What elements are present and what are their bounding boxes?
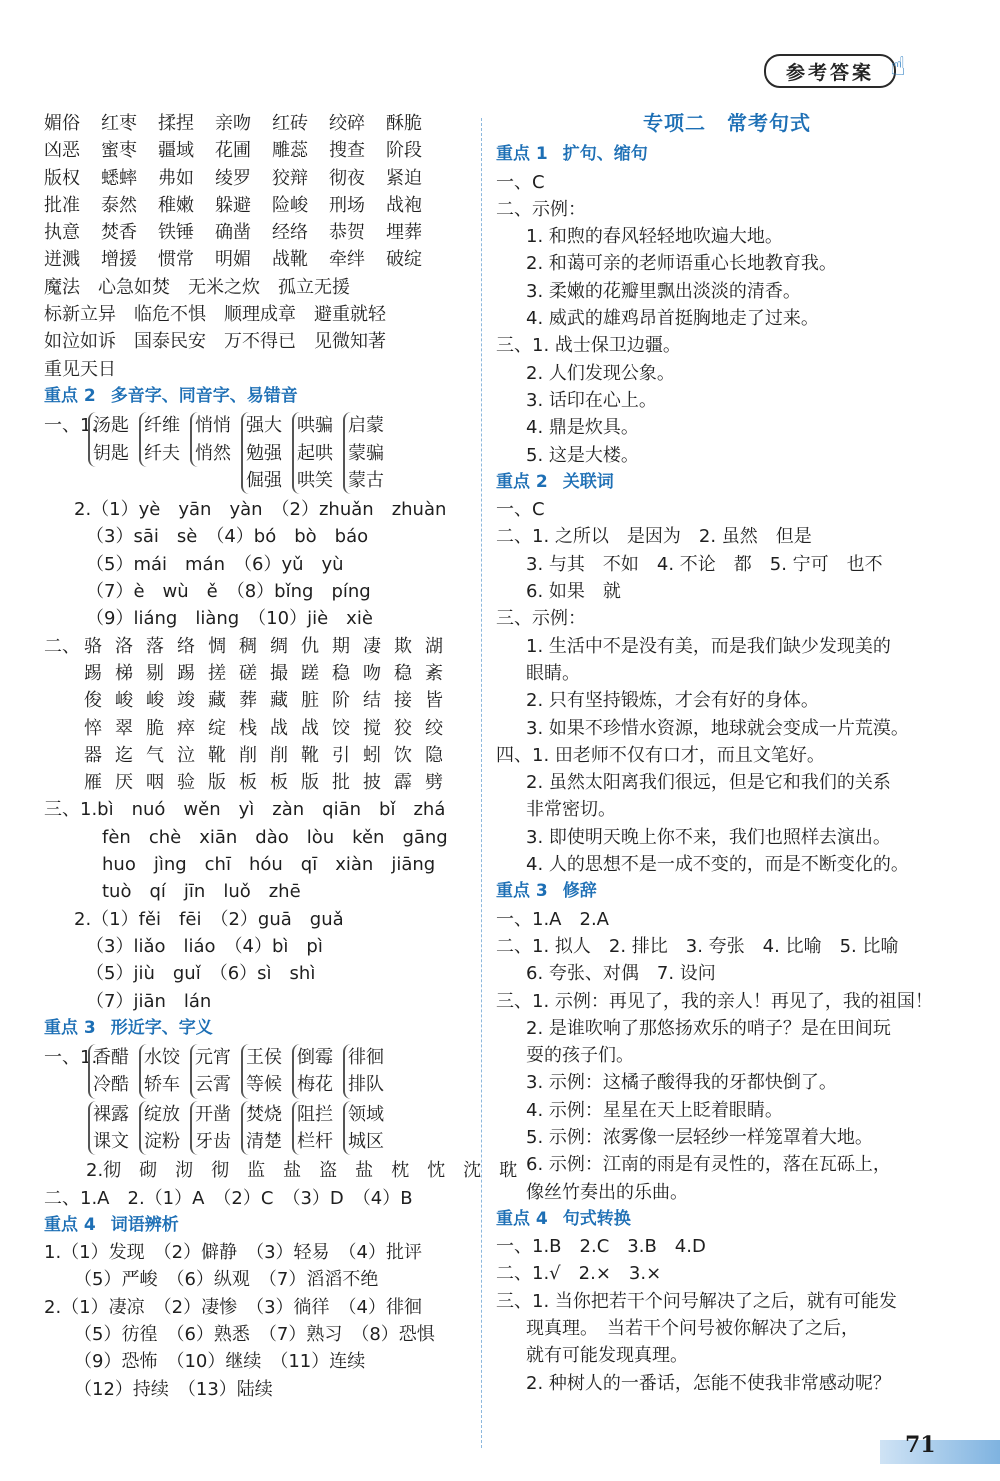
char-cell: 踢 xyxy=(177,662,195,684)
bracket-word: 开凿 xyxy=(195,1103,231,1125)
char-cell: 战 xyxy=(301,717,319,739)
word-cell: 蟋蟀 xyxy=(101,167,137,189)
word-cell: 绫罗 xyxy=(215,167,251,189)
char-cell: 战 xyxy=(270,717,288,739)
pinyin-line: huo jìng chī hóu qī xiàn jiāng xyxy=(102,854,436,876)
bracket-word: 倒霉 xyxy=(297,1047,333,1069)
answer-line: （5）严峻 （6）纵观 （7）滔滔不绝 xyxy=(74,1269,379,1291)
word-cell: 彻夜 xyxy=(329,167,365,189)
bracket-group xyxy=(343,1101,384,1156)
word-cell: 酥脆 xyxy=(386,113,422,134)
char-cell: 洛 xyxy=(115,635,133,657)
word-cell: 批准 xyxy=(44,194,80,216)
word-cell: 明媚 xyxy=(215,249,251,271)
answer-line: 3. 与其 不如 4. 不论 都 5. 宁可 也不 xyxy=(526,553,883,575)
bracket-word: 蒙骗 xyxy=(348,442,384,464)
bracket-word: 云霄 xyxy=(195,1074,231,1096)
char-cell: 绞 xyxy=(425,717,443,739)
bracket-word: 水饺 xyxy=(144,1047,180,1069)
char-cell: 验 xyxy=(177,772,195,794)
char-cell: 仇 xyxy=(301,635,319,657)
bracket-group xyxy=(292,1101,333,1156)
bracket-word: 哄笑 xyxy=(297,469,333,491)
word-cell: 泰然 xyxy=(101,194,137,216)
pinyin-line: tuò qí jīn luǒ zhē xyxy=(102,881,301,903)
word-cell: 凶恶 xyxy=(44,140,80,162)
word-cell: 阶段 xyxy=(386,140,422,162)
word-cell: 疆域 xyxy=(158,140,194,162)
char-cell: 雁 xyxy=(84,772,102,794)
char-cell: 踢 xyxy=(84,662,102,684)
bracket-word: 等候 xyxy=(246,1074,282,1096)
bracket-groups-row xyxy=(44,1044,469,1099)
char-cell: 霹 xyxy=(394,772,412,794)
answer-line: 一、C xyxy=(496,171,545,193)
word-cell: 惯常 xyxy=(158,249,194,271)
char-cell: 紊 xyxy=(425,662,443,684)
char-cell: 稳 xyxy=(394,662,412,684)
word-cell: 花圃 xyxy=(215,140,251,162)
word-cell: 搜查 xyxy=(329,140,365,162)
pinyin-line: （7）è wù ě （8）bǐng píng xyxy=(86,581,371,603)
section-heading xyxy=(44,383,469,410)
char-cell: 削 xyxy=(270,744,288,766)
word-cell: 险峻 xyxy=(272,194,308,216)
char-cell: 骆 xyxy=(84,635,102,657)
heading-title: 形近字、字义 xyxy=(110,1017,213,1038)
char-cell: 络 xyxy=(177,635,195,657)
answer-list xyxy=(496,496,958,878)
char-cell: 落 xyxy=(146,635,164,657)
bracket-word: 梅花 xyxy=(297,1074,333,1096)
bracket-groups-row xyxy=(44,412,469,494)
char-cell: 靴 xyxy=(301,744,319,766)
word-cell: 破绽 xyxy=(386,249,422,271)
bracket-word: 王侯 xyxy=(246,1047,282,1069)
char-cell: 引 xyxy=(332,744,350,766)
char-cell: 峻 xyxy=(115,690,133,712)
word-cell: 迸溅 xyxy=(44,249,80,271)
bracket-word: 香醋 xyxy=(93,1047,129,1069)
char-cell: 厌 xyxy=(115,772,133,794)
char-cell: 瘁 xyxy=(177,717,195,739)
char-cell: 悴 xyxy=(84,717,102,739)
bracket-word: 城区 xyxy=(348,1130,384,1152)
bracket-group xyxy=(343,412,384,494)
pinyin-list xyxy=(44,496,469,632)
char-cell: 竣 xyxy=(177,690,195,712)
char-cell: 稠 xyxy=(239,635,257,657)
right-column xyxy=(496,110,958,1397)
answer-line: 耍的孩子们。 xyxy=(526,1045,634,1067)
char-cell: 藏 xyxy=(208,690,226,712)
bracket-group xyxy=(241,1101,282,1156)
char-cell: 磋 xyxy=(239,662,257,684)
answer-list xyxy=(496,906,958,1206)
char-cell: 器 xyxy=(84,744,102,766)
answer-line: 4. 威武的雄鸡昂首挺胸地走了过来。 xyxy=(526,308,819,330)
bracket-group xyxy=(190,412,231,467)
bracket-word: 纤维 xyxy=(144,415,180,437)
char-cell: 葬 xyxy=(239,690,257,712)
answer-line: 4. 鼎是炊具。 xyxy=(526,417,639,439)
answer-list xyxy=(496,169,958,469)
bracket-word: 绽放 xyxy=(144,1103,180,1125)
section-heading xyxy=(44,1212,469,1239)
column-divider xyxy=(481,118,482,1448)
word-cell: 雕蕊 xyxy=(272,140,308,162)
word-cell: 牵绊 xyxy=(329,249,365,271)
answer-line: 一、1.A 2.A xyxy=(496,908,609,930)
char-cell: 批 xyxy=(332,772,350,794)
word-cell: 恭贺 xyxy=(329,222,365,244)
bracket-word: 淀粉 xyxy=(144,1130,180,1152)
char-cell: 撮 xyxy=(270,662,288,684)
heading-label: 重点 2 xyxy=(44,385,96,406)
bracket-group xyxy=(190,1044,231,1099)
word-analysis-list xyxy=(44,1239,469,1403)
bracket-word: 起哄 xyxy=(297,442,333,464)
bracket-word: 强大 xyxy=(246,415,282,437)
pinyin-line: （5）mái mán （6）yǔ yù xyxy=(86,553,344,575)
word-cell: 刑场 xyxy=(329,194,365,216)
char-cell: 蹉 xyxy=(301,662,319,684)
char-cell: 剔 xyxy=(146,662,164,684)
answer-line: 4. 示例：星星在天上眨着眼睛。 xyxy=(526,1099,783,1121)
bracket-word: 元宵 xyxy=(195,1047,231,1069)
bracket-word: 徘徊 xyxy=(348,1047,384,1069)
bracket-word: 轿车 xyxy=(144,1074,180,1096)
word-cell: 绞碎 xyxy=(329,113,365,134)
page-number: 71 xyxy=(905,1432,936,1458)
answer-line: 5. 示例：浓雾像一层轻纱一样笼罩着大地。 xyxy=(526,1126,873,1148)
char-cell: 版 xyxy=(301,772,319,794)
bracket-word: 哄骗 xyxy=(297,415,333,437)
text-line: 2.彻 砌 沏 彻 监 盐 盗 盐 枕 忱 沈 耽 xyxy=(86,1160,518,1182)
char-cell: 削 xyxy=(239,744,257,766)
answer-line: 三、1. 当你把若干个问号解决了之后，就有可能发 xyxy=(496,1290,897,1312)
heading-title: 关联词 xyxy=(562,471,614,492)
answer-line: 5. 这是大楼。 xyxy=(526,444,639,466)
heading-title: 扩句、缩句 xyxy=(562,144,648,165)
section-heading xyxy=(496,1206,958,1233)
heading-label: 重点 3 xyxy=(44,1017,96,1038)
bracket-group xyxy=(88,412,129,467)
bracket-word: 栏杆 xyxy=(297,1130,333,1152)
answer-line: 3. 柔嫩的花瓣里飘出淡淡的清香。 xyxy=(526,280,801,302)
char-cell: 饺 xyxy=(332,717,350,739)
answer-line: 4. 人的思想不是一成不变的，而是不断变化的。 xyxy=(526,854,909,876)
item-prefix: 二、 xyxy=(44,635,80,657)
bracket-word: 启蒙 xyxy=(348,415,384,437)
word-cell: 红枣 xyxy=(101,113,137,134)
answer-list xyxy=(496,1233,958,1397)
answer-line: 1.（1）发现 （2）僻静 （3）轻易 （4）批评 xyxy=(44,1242,422,1264)
answer-line: 3. 即使明天晚上你不来，我们也照样去演出。 xyxy=(526,826,891,848)
answer-line: 2. 虽然太阳离我们很远，但是它和我们的关系 xyxy=(526,772,891,794)
char-cell: 蚓 xyxy=(363,744,381,766)
idiom-line: 重见天日 xyxy=(44,358,116,380)
bracket-word: 冷酷 xyxy=(93,1074,129,1096)
item-prefix: 一、1. xyxy=(44,415,98,437)
bracket-word: 悄然 xyxy=(195,442,231,464)
answer-line: 非常密切。 xyxy=(526,799,616,821)
pinyin-line: 2.（1）yè yān yàn （2）zhuǎn zhuàn xyxy=(74,499,447,521)
char-cell: 版 xyxy=(208,772,226,794)
pinyin-line: （9）liáng liàng （10）jiè xiè xyxy=(86,608,373,630)
pinyin-line: 2.（1）fěi fēi （2）guā guǎ xyxy=(74,908,344,930)
section-heading xyxy=(496,469,958,496)
char-cell: 脆 xyxy=(146,717,164,739)
char-cell: 阶 xyxy=(332,690,350,712)
answer-line: （9）恐怖 （10）继续 （11）连续 xyxy=(74,1351,366,1373)
char-cell: 气 xyxy=(146,744,164,766)
answer-line: 三、1. 战士保卫边疆。 xyxy=(496,335,681,357)
char-cell: 板 xyxy=(270,772,288,794)
section-heading xyxy=(44,1015,469,1042)
word-cell: 战袍 xyxy=(386,194,422,216)
answer-line: 一、1.B 2.C 3.B 4.D xyxy=(496,1236,706,1258)
bracket-groups-row xyxy=(44,1101,469,1156)
bracket-word: 悄悄 xyxy=(195,415,231,437)
bracket-group xyxy=(88,1044,129,1099)
pinyin-line: （7）jiān lán xyxy=(86,990,212,1012)
char-cell: 翠 xyxy=(115,717,133,739)
answer-line: 三、示例： xyxy=(496,608,586,630)
heading-title: 句式转换 xyxy=(562,1208,631,1229)
word-cell: 亲吻 xyxy=(215,113,251,134)
bracket-group xyxy=(139,1101,180,1156)
bracket-word: 清楚 xyxy=(246,1130,282,1152)
answer-line: 眼睛。 xyxy=(526,662,580,684)
word-cell: 埋葬 xyxy=(386,222,422,244)
bracket-word: 蒙古 xyxy=(348,469,384,491)
char-cell: 惆 xyxy=(208,635,226,657)
bracket-word: 排队 xyxy=(348,1074,384,1096)
answer-line: 2. 种树人的一番话，怎能不使我非常感动呢？ xyxy=(526,1372,891,1394)
word-cell: 狡辩 xyxy=(272,167,308,189)
char-cell: 结 xyxy=(363,690,381,712)
char-cell: 湖 xyxy=(425,635,443,657)
section-heading xyxy=(496,141,958,168)
answer-line: 三、1. 示例：再见了，我的亲人！再见了，我的祖国！ xyxy=(496,990,933,1012)
word-cell: 稚嫩 xyxy=(158,194,194,216)
bracket-word: 勉强 xyxy=(246,442,282,464)
word-cell: 弗如 xyxy=(158,167,194,189)
word-cell: 红砖 xyxy=(272,113,308,134)
char-cell: 板 xyxy=(239,772,257,794)
heading-label: 重点 2 xyxy=(496,471,548,492)
answer-line: 2. 是谁吹响了那悠扬欢乐的哨子？是在田间玩 xyxy=(526,1017,891,1039)
word-cell: 揉捏 xyxy=(158,113,194,134)
char-cell: 梯 xyxy=(115,662,133,684)
answer-line: 二、1. 之所以 是因为 2. 虽然 但是 xyxy=(496,526,812,548)
bracket-group xyxy=(241,412,282,494)
word-cell: 铁锤 xyxy=(158,222,194,244)
answer-line: （12）持续 （13）陆续 xyxy=(74,1378,273,1400)
idiom-line: 如泣如诉 国泰民安 万不得已 见微知著 xyxy=(44,331,386,353)
bracket-word: 阻拦 xyxy=(297,1103,333,1125)
pinyin-line: 三、1.bì nuó wěn yì zàn qiān bǐ zhá xyxy=(44,799,446,821)
word-cell: 蜜枣 xyxy=(101,140,137,162)
bracket-word: 课文 xyxy=(93,1130,129,1152)
idiom-line: 标新立异 临危不惧 顺理成章 避重就轻 xyxy=(44,304,386,326)
bracket-word: 钥匙 xyxy=(93,442,129,464)
answer-line: 二、1. 拟人 2. 排比 3. 夸张 4. 比喻 5. 比喻 xyxy=(496,935,899,957)
word-cell: 版权 xyxy=(44,167,80,189)
bracket-word: 牙齿 xyxy=(195,1130,231,1152)
char-cell: 咽 xyxy=(146,772,164,794)
answer-line: 二、示例： xyxy=(496,198,586,220)
char-cell: 披 xyxy=(363,772,381,794)
heading-label: 重点 4 xyxy=(496,1208,548,1229)
char-grid-block xyxy=(44,633,469,797)
answer-line: 2.（1）凄凉 （2）凄惨 （3）徜徉 （4）徘徊 xyxy=(44,1296,422,1318)
char-cell: 搓 xyxy=(208,662,226,684)
answer-line: 6. 示例：江南的雨是有灵性的，落在瓦砾上， xyxy=(526,1154,891,1176)
idiom-line: 魔法 心急如焚 无米之炊 孤立无援 xyxy=(44,276,350,298)
answer-line: 现真理。 当若干个问号被你解决了之后， xyxy=(526,1318,859,1340)
char-cell: 藏 xyxy=(270,690,288,712)
char-cell: 欺 xyxy=(394,635,412,657)
answer-line: 6. 如果 就 xyxy=(526,581,621,603)
bracket-group xyxy=(88,1101,129,1156)
section-title: 专项二 常考句式 xyxy=(643,111,811,135)
answer-line: （5）彷徨 （6）熟悉 （7）熟习 （8）恐惧 xyxy=(74,1324,435,1346)
answer-line: 2. 只有坚持锻炼，才会有好的身体。 xyxy=(526,690,819,712)
char-cell: 凄 xyxy=(363,635,381,657)
answer-line: 2. 人们发现公象。 xyxy=(526,362,675,384)
answer-line: 1. 和煦的春风轻轻地吹遍大地。 xyxy=(526,226,783,248)
char-cell: 峻 xyxy=(146,690,164,712)
word-cell: 紧迫 xyxy=(386,167,422,189)
pinyin-line: fèn chè xiān dào lòu kěn gāng xyxy=(102,826,448,848)
char-cell: 期 xyxy=(332,635,350,657)
answer-line: 3. 话印在心上。 xyxy=(526,389,657,411)
answer-line: 四、1. 田老师不仅有口才，而且文笔好。 xyxy=(496,744,825,766)
bracket-group xyxy=(190,1101,231,1156)
left-column xyxy=(44,110,518,1403)
bracket-group xyxy=(292,412,333,494)
word-cell: 战靴 xyxy=(272,249,308,271)
pinyin-line: （3）sāi sè （4）bó bò báo xyxy=(86,526,369,548)
char-cell: 脏 xyxy=(301,690,319,712)
char-cell: 迄 xyxy=(115,744,133,766)
word-cell: 经络 xyxy=(272,222,308,244)
char-cell: 饮 xyxy=(394,744,412,766)
section-heading xyxy=(496,878,958,905)
bracket-word: 汤匙 xyxy=(93,415,129,437)
pinyin-line: （3）liǎo liáo （4）bì pì xyxy=(86,935,323,957)
char-cell: 皆 xyxy=(425,690,443,712)
answer-line: 6. 夸张、对偶 7. 设问 xyxy=(526,963,716,985)
bracket-group xyxy=(241,1044,282,1099)
heading-label: 重点 4 xyxy=(44,1214,96,1235)
footer-bar xyxy=(880,1440,1000,1464)
thumbs-up-icon: ☝ xyxy=(890,52,906,82)
answer-line: 二、1.√ 2.× 3.× xyxy=(496,1263,662,1285)
answer-line: 2. 和蔼可亲的老师语重心长地教育我。 xyxy=(526,253,837,275)
char-cell: 劈 xyxy=(425,772,443,794)
bracket-group xyxy=(139,412,180,467)
char-cell: 接 xyxy=(394,690,412,712)
answer-key-badge: 参考答案 xyxy=(764,54,896,88)
char-cell: 绸 xyxy=(270,635,288,657)
char-cell: 狡 xyxy=(394,717,412,739)
char-cell: 俊 xyxy=(84,690,102,712)
word-cell: 媚俗 xyxy=(44,113,80,134)
char-cell: 吻 xyxy=(363,662,381,684)
word-cell: 确凿 xyxy=(215,222,251,244)
answer-line: 3. 示例：这橘子酸得我的牙都快倒了。 xyxy=(526,1072,837,1094)
answer-line: 1. 生活中不是没有美，而是我们缺少发现美的 xyxy=(526,635,891,657)
heading-title: 修辞 xyxy=(562,881,597,902)
item-prefix: 一、1. xyxy=(44,1047,98,1069)
bracket-word: 裸露 xyxy=(93,1103,129,1125)
heading-title: 多音字、同音字、易错音 xyxy=(110,385,298,406)
bracket-group xyxy=(343,1044,384,1099)
word-cell: 躲避 xyxy=(215,194,251,216)
heading-title: 词语辨析 xyxy=(110,1214,179,1235)
char-cell: 靴 xyxy=(208,744,226,766)
bracket-group xyxy=(139,1044,180,1099)
word-grid xyxy=(44,110,469,274)
answer-line: 一、C xyxy=(496,499,545,521)
idiom-list xyxy=(44,274,469,383)
bracket-word: 焚烧 xyxy=(246,1103,282,1125)
char-cell: 绽 xyxy=(208,717,226,739)
text-line: 二、1.A 2.（1）A （2）C （3）D （4）B xyxy=(44,1187,413,1209)
pinyin-line: （5）jiù guǐ （6）sì shì xyxy=(86,963,316,985)
pinyin-list-2 xyxy=(44,796,469,1014)
bracket-group xyxy=(292,1044,333,1099)
bracket-word: 纤夫 xyxy=(144,442,180,464)
char-cell: 泣 xyxy=(177,744,195,766)
word-cell: 增援 xyxy=(101,249,137,271)
char-cell: 搅 xyxy=(363,717,381,739)
word-cell: 焚香 xyxy=(101,222,137,244)
bracket-word: 领域 xyxy=(348,1103,384,1125)
heading-label: 重点 3 xyxy=(496,881,548,902)
answer-line: 就有可能发现真理。 xyxy=(526,1345,688,1367)
answer-line: 像丝竹奏出的乐曲。 xyxy=(526,1181,688,1203)
char-cell: 隐 xyxy=(425,744,443,766)
char-cell: 栈 xyxy=(239,717,257,739)
heading-label: 重点 1 xyxy=(496,144,548,165)
answer-line: 3. 如果不珍惜水资源，地球就会变成一片荒漠。 xyxy=(526,717,909,739)
bracket-word: 倔强 xyxy=(246,469,282,491)
word-cell: 执意 xyxy=(44,222,80,244)
char-cell: 稳 xyxy=(332,662,350,684)
